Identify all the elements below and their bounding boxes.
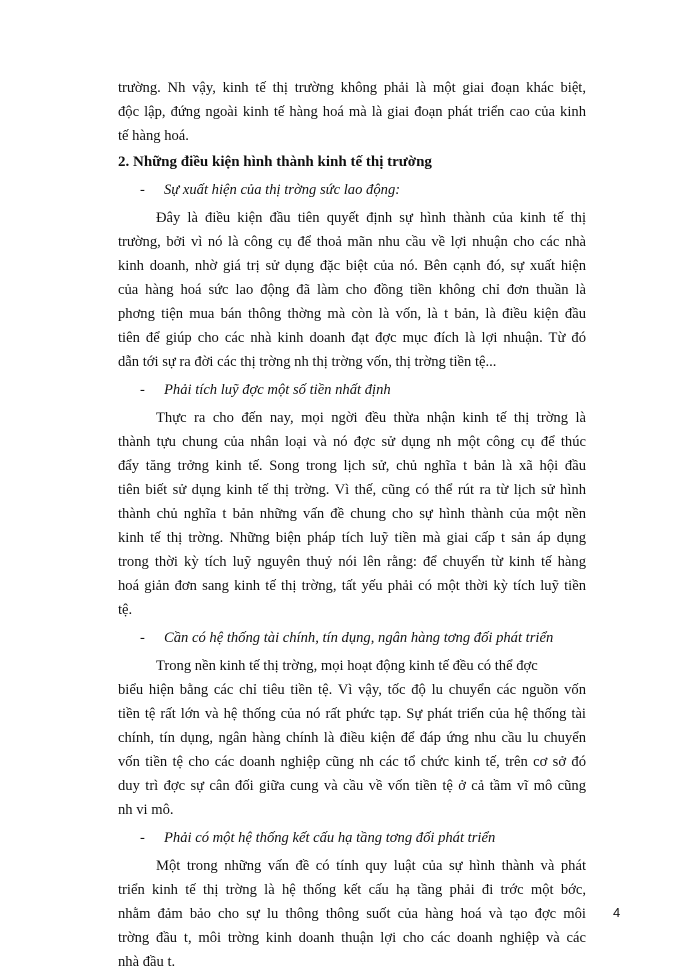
bullet-title: [140, 180, 586, 200]
body-line: tế hàng hoá.: [118, 128, 189, 144]
body-line: hoá giản đơn sang kinh tế thị trờng, tất yếu phải có một thời kỳ tích luỹ tiền: [118, 578, 586, 594]
bullet-dash: -: [140, 630, 145, 646]
section-heading: 2. Những điều kiện hình thành kinh tế thị trường: [118, 154, 432, 170]
body-line: nhà đầu t.: [118, 954, 176, 970]
body-line: trường. Nh vậy, kinh tế thị trường không phải là một giai đoạn khác biệt,: [118, 80, 586, 96]
bullet-dash: -: [140, 382, 145, 398]
body-line: đẩy tăng trởng kinh tế. Song trong lịch sử, chủ nghĩa t bản là xã hội đầu: [118, 458, 586, 474]
body-line: trường, bởi vì nó là công cụ để thoả mãn nhu cầu về lợi nhuận cho các nhà: [118, 234, 586, 250]
bullet-title: [140, 828, 586, 848]
body-line: triển kinh tế thị trờng là hệ thống kết cấu hạ tầng phải đi trớc một bớc,: [118, 882, 586, 898]
body-line: thành tựu chung của nhân loại và nó đợc sử dụng nh một công cụ để thúc: [118, 434, 586, 450]
body-line: tiên để giúp cho các nhà kinh doanh đạt đợc mục đích là lợi nhuận. Từ đó: [118, 330, 586, 346]
body-line: kinh doanh, nhờ giá trị sử dụng đặc biệt của nó. Bên cạnh đó, sự xuất hiện: [118, 258, 586, 274]
body-line: Đây là điều kiện đầu tiên quyết định sự hình thành của kinh tế thị: [156, 210, 586, 226]
bullet-title: [140, 380, 586, 400]
bullet-dash: -: [140, 182, 145, 198]
body-line: của hàng hoá sức lao động đã làm cho đồng tiền không chỉ đơn thuần là: [118, 282, 586, 298]
body-line: nhằm đảm bảo cho sự lu thông thông suốt của hàng hoá và tạo đợc môi: [118, 906, 586, 922]
body-line: chính, tín dụng, ngân hàng chính là điều kiện để đáp ứng nhu cầu lu chuyển: [118, 730, 586, 746]
body-line: Một trong những vấn đề có tính quy luật của sự hình thành và phát: [156, 858, 586, 874]
body-line: vốn tiền tệ cho các doanh nghiệp cũng nh các tổ chức kinh tế, trên cơ sở đó: [118, 754, 586, 770]
bullet-dash: -: [140, 830, 145, 846]
body-line: độc lập, đứng ngoài kinh tế hàng hoá mà là giai đoạn phát triển cao của kinh: [118, 104, 586, 120]
body-line: dẫn tới sự ra đời các thị trờng nh thị trờng vốn, thị trờng tiền tệ...: [118, 354, 497, 370]
body-line: tiên biết sử dụng kinh tế thị trờng. Vì thế, cũng có thể rút ra từ lịch sử hình: [118, 482, 586, 498]
body-line: tệ.: [118, 602, 133, 618]
body-line: trờng đầu t, môi trờng kinh doanh thuận lợi cho các doanh nghiệp và các: [118, 930, 586, 946]
body-line: Trong nền kinh tế thị trờng, mọi hoạt động kinh tế đều có thể đợc: [156, 658, 538, 674]
body-line: phơng tiện mua bán thông thờng mà còn là vốn, là t bản, là điều kiện đầu: [118, 306, 586, 322]
body-line: nh vi mô.: [118, 802, 174, 818]
body-line: trong thời kỳ tích luỹ nguyên thuỷ nói lên rằng: để chuyển từ kinh tế hàng: [118, 554, 586, 570]
bullet-title-text: Phải có một hệ thống kết cấu hạ tầng tơng đối phát triển: [164, 830, 496, 846]
body-line: thành chủ nghĩa t bản những vấn đề chung cho sự hình thành của một nền: [118, 506, 586, 522]
bullet-title-text: Sự xuất hiện của thị trờng sức lao động:: [164, 182, 401, 198]
body-line: tiền tệ rất lớn và hệ thống của nó rất phức tạp. Sự phát triển của hệ thống tài: [118, 706, 586, 722]
body-line: duy trì đợc sự cân đối giữa cung và cầu về vốn tiền tệ ở cả tầm vĩ mô cũng: [118, 778, 586, 794]
page-number: 4: [613, 905, 621, 920]
body-line: biểu hiện bằng các chỉ tiêu tiền tệ. Vì vậy, tốc độ lu chuyển các nguồn vốn: [118, 682, 586, 698]
bullet-title: [140, 628, 586, 648]
bullet-title-text: Phải tích luỹ đợc một số tiền nhất định: [164, 382, 391, 398]
body-line: Thực ra cho đến nay, mọi ngời đều thừa nhận kinh tế thị trờng là: [156, 410, 586, 426]
body-line: kinh tế thị trờng. Những biện pháp tích luỹ tiền mà giai cấp t sản áp dụng: [118, 530, 586, 546]
bullet-title-text: Cần có hệ thống tài chính, tín dụng, ngân hàng tơng đối phát triển: [164, 630, 554, 646]
